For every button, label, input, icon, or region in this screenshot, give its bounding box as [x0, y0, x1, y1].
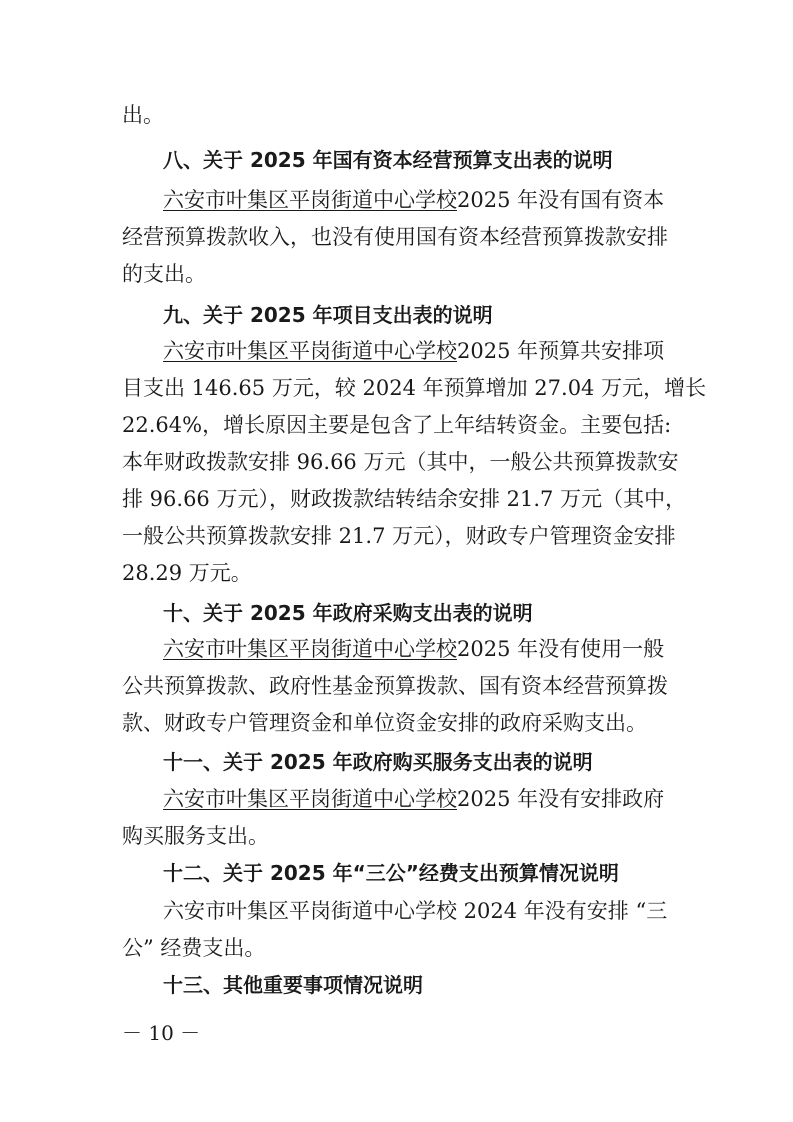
paragraph-line: 本年财政拨款安排 96.66 万元（其中，一般公共预算拨款安: [122, 450, 679, 474]
paragraph-line: 公共预算拨款、政府性基金预算拨款、国有资本经营预算拨: [122, 674, 668, 698]
paragraph-line: 排 96.66 万元），财政拨款结转结余安排 21.7 万元（其中，: [122, 487, 687, 511]
page-number: － 10 －: [122, 1021, 201, 1045]
paragraph-line: 经营预算拨款收入，也没有使用国有资本经营预算拨款安排: [122, 225, 668, 249]
paragraph-line: 六安市叶集区平岗街道中心学校 2024 年没有安排 “三: [163, 899, 668, 923]
paragraph-line: [163, 636, 664, 662]
section-heading-8: 八、关于 2025 年国有资本经营预算支出表的说明: [163, 148, 613, 172]
unit-name-underlined: 六安市叶集区平岗街道中心学校: [163, 339, 457, 363]
section-heading-11: 十一、关于 2025 年政府购买服务支出表的说明: [163, 750, 593, 774]
line-text: 2025 年预算共安排项: [457, 339, 665, 363]
paragraph-line: 目支出 146.65 万元，较 2024 年预算增加 27.04 万元，增长: [122, 376, 707, 400]
paragraph-line: 22.64%，增长原因主要是包含了上年结转资金。主要包括:: [122, 413, 672, 437]
section-heading-9: 九、关于 2025 年项目支出表的说明: [163, 303, 493, 327]
section-heading-13: 十三、其他重要事项情况说明: [163, 973, 423, 997]
paragraph-line: 的支出。: [122, 262, 206, 286]
paragraph-line: 28.29 万元。: [122, 561, 252, 585]
paragraph-line: 一般公共预算拨款安排 21.7 万元），财政专户管理资金安排: [122, 524, 676, 548]
paragraph-line: 出。: [122, 103, 164, 127]
section-heading-10: 十、关于 2025 年政府采购支出表的说明: [163, 601, 533, 625]
unit-name-underlined: 六安市叶集区平岗街道中心学校: [163, 188, 457, 212]
paragraph-line: [163, 786, 664, 812]
paragraph-line: 公” 经费支出。: [122, 936, 266, 960]
paragraph-line: [163, 338, 664, 364]
line-text: 2025 年没有使用一般: [457, 637, 665, 661]
line-text: 2025 年没有安排政府: [457, 787, 665, 811]
paragraph-line: [163, 187, 664, 213]
line-text: 2025 年没有国有资本: [457, 188, 665, 212]
unit-name-underlined: 六安市叶集区平岗街道中心学校: [163, 637, 457, 661]
unit-name-underlined: 六安市叶集区平岗街道中心学校: [163, 787, 457, 811]
paragraph-line: 购买服务支出。: [122, 824, 269, 848]
paragraph-line: 款、财政专户管理资金和单位资金安排的政府采购支出。: [122, 711, 647, 735]
section-heading-12: 十二、关于 2025 年“三公”经费支出预算情况说明: [163, 861, 619, 885]
